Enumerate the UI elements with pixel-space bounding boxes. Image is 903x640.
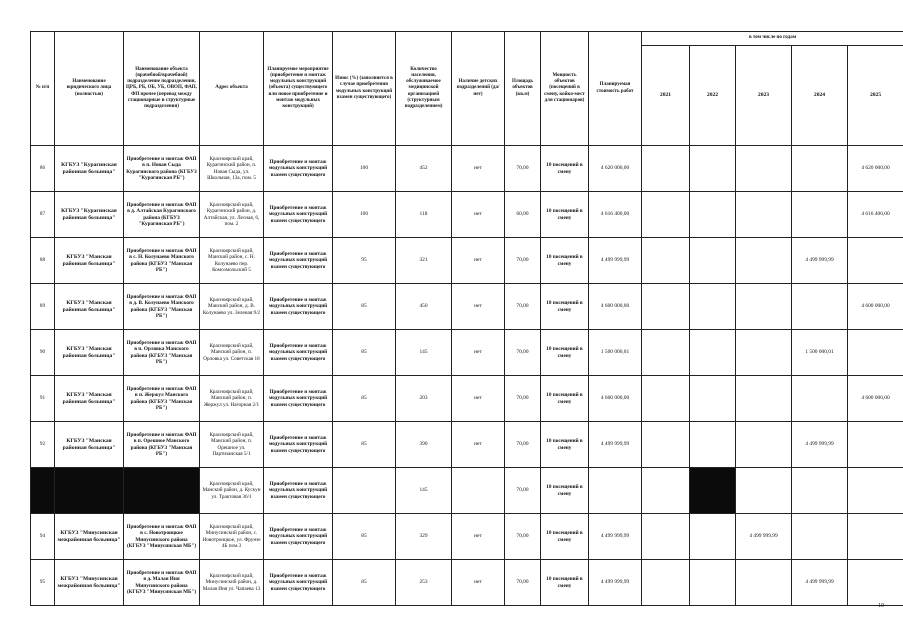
row-year-2024: [792, 468, 848, 514]
row-organization: КГБУЗ "Минусинская межрайонная больница": [55, 514, 124, 560]
row-cost: 4 499 999,99: [589, 238, 642, 284]
row-num: 92: [31, 422, 55, 468]
row-num: 94: [31, 514, 55, 560]
row-year-2021: [642, 192, 690, 238]
row-capacity: 10 посещений в смену: [541, 422, 589, 468]
row-children: нет: [452, 238, 505, 284]
row-organization: КГБУЗ "Минусинская межрайонная больница": [55, 560, 124, 606]
row-children: нет: [452, 284, 505, 330]
table-row: [31, 284, 903, 330]
row-measure: Приобретение и монтаж модульных конструкций взамен существующего: [264, 330, 333, 376]
table-row: [31, 192, 903, 238]
row-year-2021: [642, 284, 690, 330]
row-year-2023: [736, 560, 792, 606]
row-year-2021: [642, 238, 690, 284]
row-object: Приобретение и монтаж ФАП в п. Орешное Манского района (КГБУЗ "Манская РБ"): [124, 422, 200, 468]
table-row: [31, 468, 903, 514]
header-year-2021: 2021: [642, 46, 690, 146]
row-year-2025: [848, 468, 903, 514]
row-year-2021: [642, 560, 690, 606]
row-year-2024: 4 499 999,99: [792, 422, 848, 468]
header-cost: Планируемая стоимость работ: [589, 32, 642, 146]
row-object: Приобретение и монтаж ФАП в д. В. Колунаево Манского района (КГБУЗ "Манская РБ"): [124, 284, 200, 330]
row-wear: 85: [333, 422, 396, 468]
row-year-2023: [736, 284, 792, 330]
row-children: нет: [452, 330, 505, 376]
row-year-2024: [792, 192, 848, 238]
row-children: нет: [452, 146, 505, 192]
table-row: [31, 560, 903, 606]
row-cost: 4 600 000,00: [589, 376, 642, 422]
row-num: 89: [31, 284, 55, 330]
row-year-2022: [690, 330, 736, 376]
row-population: 390: [396, 422, 452, 468]
row-children: нет: [452, 376, 505, 422]
row-cost: 4 620 000,00: [589, 146, 642, 192]
table-row: [31, 376, 903, 422]
row-year-2024: 1 500 000,01: [792, 330, 848, 376]
row-population: 118: [396, 192, 452, 238]
row-children: нет: [452, 560, 505, 606]
row-object: Приобретение и монтаж ФАП в д. Малая Иня Минусинского района (КГБУЗ "Минусинская МБ"): [124, 560, 200, 606]
row-cost: 4 600 000,00: [589, 284, 642, 330]
row-num: 95: [31, 560, 55, 606]
header-years-group: в том числе по годам: [642, 32, 903, 46]
row-capacity: 10 посещений в смену: [541, 238, 589, 284]
table-row: [31, 422, 903, 468]
header-year-2024: 2024: [792, 46, 848, 146]
row-measure: Приобретение и монтаж модульных конструкций взамен существующего: [264, 560, 333, 606]
row-year-2024: [792, 146, 848, 192]
header-year-2022: 2022: [690, 46, 736, 146]
row-num: 87: [31, 192, 55, 238]
row-address: Красноярский край, Манский район, п. Орешное ул. Партизанская 5/1: [200, 422, 264, 468]
row-wear: 85: [333, 284, 396, 330]
row-object: Приобретение и монтаж ФАП в п. Орловка Манского района (КГБУЗ "Манская РБ"): [124, 330, 200, 376]
table-row: [31, 238, 903, 284]
row-year-2021: [642, 422, 690, 468]
row-year-2021: [642, 468, 690, 514]
row-organization: КГБУЗ "Манская районная больница": [55, 422, 124, 468]
row-num: 88: [31, 238, 55, 284]
row-num-redacted: [31, 468, 55, 514]
row-cost: 4 499 999,99: [589, 560, 642, 606]
row-year-2025: [848, 422, 903, 468]
row-year-2024: [792, 376, 848, 422]
row-capacity: 10 посещений в смену: [541, 146, 589, 192]
row-cost: 4 499 999,99: [589, 514, 642, 560]
row-wear: 85: [333, 376, 396, 422]
row-year-2025: [848, 560, 903, 606]
header-year-2025: 2025: [848, 46, 903, 146]
table-row: [31, 330, 903, 376]
row-organization: КГБУЗ "Манская районная больница": [55, 238, 124, 284]
row-object: Приобретение и монтаж ФАП в с. Н. Колунаево Манского района (КГБУЗ "Манская РБ"): [124, 238, 200, 284]
row-population: 253: [396, 560, 452, 606]
row-year-2025: [848, 330, 903, 376]
row-population: 145: [396, 330, 452, 376]
row-year-2024: [792, 514, 848, 560]
row-year-2023: [736, 146, 792, 192]
row-measure: Приобретение и монтаж модульных конструкций взамен существующего: [264, 422, 333, 468]
row-children: [452, 468, 505, 514]
row-year-2025: 4 600 000,00: [848, 376, 903, 422]
row-measure: Приобретение и монтаж модульных конструкций взамен существующего: [264, 284, 333, 330]
header-population: Количество населения, обслуживаемое медицинской организацией (структурным подразделением): [396, 32, 452, 146]
row-population: 329: [396, 514, 452, 560]
row-children: нет: [452, 192, 505, 238]
table-body: [31, 146, 903, 606]
header-address: Адрес объекта: [200, 32, 264, 146]
row-population: 203: [396, 376, 452, 422]
row-num: 86: [31, 146, 55, 192]
row-object: Приобретение и монтаж ФАП в п. Жержул Манского района (КГБУЗ "Манская РБ"): [124, 376, 200, 422]
row-cost: 1 500 000,01: [589, 330, 642, 376]
header-children: Наличие детских подразделений (да/нет): [452, 32, 505, 146]
row-area: 70,00: [505, 514, 541, 560]
row-cost: 4 616 400,00: [589, 192, 642, 238]
row-year-2023: 4 499 999,99: [736, 514, 792, 560]
row-year-2023: [736, 192, 792, 238]
row-measure: Приобретение и монтаж модульных конструкций взамен существующего: [264, 238, 333, 284]
row-year-2023: [736, 422, 792, 468]
row-area: 70,00: [505, 238, 541, 284]
row-year-2023: [736, 330, 792, 376]
row-object-redacted: [124, 468, 200, 514]
row-area: 70,00: [505, 468, 541, 514]
row-population: 145: [396, 468, 452, 514]
row-year-2021: [642, 330, 690, 376]
row-year-2021: [642, 514, 690, 560]
row-wear: 85: [333, 560, 396, 606]
row-num: 90: [31, 330, 55, 376]
row-population: 450: [396, 284, 452, 330]
header-object: Наименование объекта (врачебной/врачебной) подразделение подразделения, ЦРБ, РБ, ОБ, УБ, ОВОП, ФАП, ФП прочее (перевод между стационарные и структурные подразделения): [124, 32, 200, 146]
row-wear: 85: [333, 330, 396, 376]
row-year-2024: [792, 284, 848, 330]
row-year-2025: 4 620 000,00: [848, 146, 903, 192]
row-object: Приобретение и монтаж ФАП в п. Новая Сыда Курагинского района (КГБУЗ "Курагинская РБ"): [124, 146, 200, 192]
row-wear: 95: [333, 238, 396, 284]
row-year-2023: [736, 468, 792, 514]
row-year-2025: [848, 514, 903, 560]
row-population: 452: [396, 146, 452, 192]
row-year-2021: [642, 146, 690, 192]
row-measure: Приобретение и монтаж модульных конструкций взамен существующего: [264, 376, 333, 422]
row-wear: [333, 468, 396, 514]
row-wear: 85: [333, 514, 396, 560]
row-organization: КГБУЗ "Курагинская районная больница": [55, 146, 124, 192]
row-address: Красноярский край, Манский район, п. Орловка ул. Советская 18: [200, 330, 264, 376]
row-children: нет: [452, 422, 505, 468]
row-year-2022: [690, 192, 736, 238]
row-area: 70,00: [505, 330, 541, 376]
row-address: Красноярский край, Манский район, д. В. Колунаево ул. Зеленая 9/2: [200, 284, 264, 330]
row-area: 70,00: [505, 146, 541, 192]
row-year-2022: [690, 146, 736, 192]
row-year-2021: [642, 376, 690, 422]
row-area: 70,00: [505, 422, 541, 468]
row-year-2022: [690, 560, 736, 606]
row-measure: Приобретение и монтаж модульных конструкций взамен существующего: [264, 468, 333, 514]
row-capacity: 10 посещений в смену: [541, 192, 589, 238]
header-measure: Планируемое мероприятие (приобретение и монтаж модульных конструкций (объекта) существующего или новое приобретение и монтаж модульных конструкций): [264, 32, 333, 146]
row-wear: 100: [333, 192, 396, 238]
row-organization: КГБУЗ "Курагинская районная больница": [55, 192, 124, 238]
row-address: Красноярский край, Курагинский район, п. Новая Сыда, ул. Школьная, 13а, пом. 5: [200, 146, 264, 192]
row-address: Красноярский край, Манский район, д. Кускун ул. Трактовая 36/1: [200, 468, 264, 514]
row-year-2022: [690, 376, 736, 422]
header-year-2023: 2023: [736, 46, 792, 146]
row-year-2024: 4 499 999,99: [792, 560, 848, 606]
row-object: Приобретение и монтаж ФАП в с. Новотроицкое Минусинского района (КГБУЗ "Минусинская МБ"): [124, 514, 200, 560]
row-organization: КГБУЗ "Манская районная больница": [55, 330, 124, 376]
table-row: [31, 146, 903, 192]
row-year-2022: [690, 238, 736, 284]
row-capacity: 10 посещений в смену: [541, 376, 589, 422]
row-capacity: 10 посещений в смену: [541, 560, 589, 606]
row-year-2023: [736, 376, 792, 422]
page-number: 10: [878, 603, 884, 609]
row-year-2023: [736, 238, 792, 284]
row-capacity: 10 посещений в смену: [541, 330, 589, 376]
row-year-2022: [690, 514, 736, 560]
table-row: [31, 514, 903, 560]
row-year-2025: 4 600 000,00: [848, 284, 903, 330]
row-measure: Приобретение и монтаж модульных конструкций взамен существующего: [264, 514, 333, 560]
row-cost: [589, 468, 642, 514]
row-year-2025: [848, 238, 903, 284]
row-area: 60,00: [505, 192, 541, 238]
row-year-2024: 4 499 999,99: [792, 238, 848, 284]
row-area: 70,00: [505, 376, 541, 422]
row-address: Красноярский край, Минусинский район, с. Новотроицкое, ул. Фрунзе 4Б пом.3: [200, 514, 264, 560]
header-capacity: Мощность объектов (посещений в смену, койко-мест для стационаров): [541, 32, 589, 146]
row-capacity: 10 посещений в смену: [541, 284, 589, 330]
header-wear: Износ (%) (заполняется в случае приобретения модульных конструкций взамен существующего): [333, 32, 396, 146]
row-area: 70,00: [505, 284, 541, 330]
row-year-2025: 4 616 400,00: [848, 192, 903, 238]
row-year-2022-redacted: [690, 468, 736, 514]
row-capacity: 10 посещений в смену: [541, 514, 589, 560]
row-address: Красноярский край, Курагинский район, д. Алтайская, ул. Лесная, 6, пом. 2: [200, 192, 264, 238]
row-address: Красноярский край, Манский район, п. Жержул ул. Нагорная 2/1: [200, 376, 264, 422]
row-address: Красноярский край, Манский район, с. Н. Колунаево пер. Комсомольский 5: [200, 238, 264, 284]
header-area: Площадь объектов (кв.м): [505, 32, 541, 146]
program-table: [30, 31, 903, 606]
row-address: Красноярский край, Минусинский район, д. Малая Иня ул. Чапаева 13: [200, 560, 264, 606]
row-cost: 4 499 999,99: [589, 422, 642, 468]
row-measure: Приобретение и монтаж модульных конструкций взамен существующего: [264, 146, 333, 192]
row-population: 321: [396, 238, 452, 284]
row-year-2022: [690, 284, 736, 330]
row-organization: КГБУЗ "Манская районная больница": [55, 376, 124, 422]
row-wear: 100: [333, 146, 396, 192]
header-num: № п/п: [31, 32, 55, 146]
row-num: 91: [31, 376, 55, 422]
row-area: 70,00: [505, 560, 541, 606]
row-capacity: 10 посещений в смену: [541, 468, 589, 514]
row-children: нет: [452, 514, 505, 560]
row-year-2022: [690, 422, 736, 468]
row-organization: КГБУЗ "Манская районная больница": [55, 284, 124, 330]
header-organization: Наименование юридического лица (полностью): [55, 32, 124, 146]
row-object: Приобретение и монтаж ФАП в д. Алтайская Курагинского района (КГБУЗ "Курагинская РБ"): [124, 192, 200, 238]
row-measure: Приобретение и монтаж модульных конструкций взамен существующего: [264, 192, 333, 238]
row-organization-redacted: [55, 468, 124, 514]
